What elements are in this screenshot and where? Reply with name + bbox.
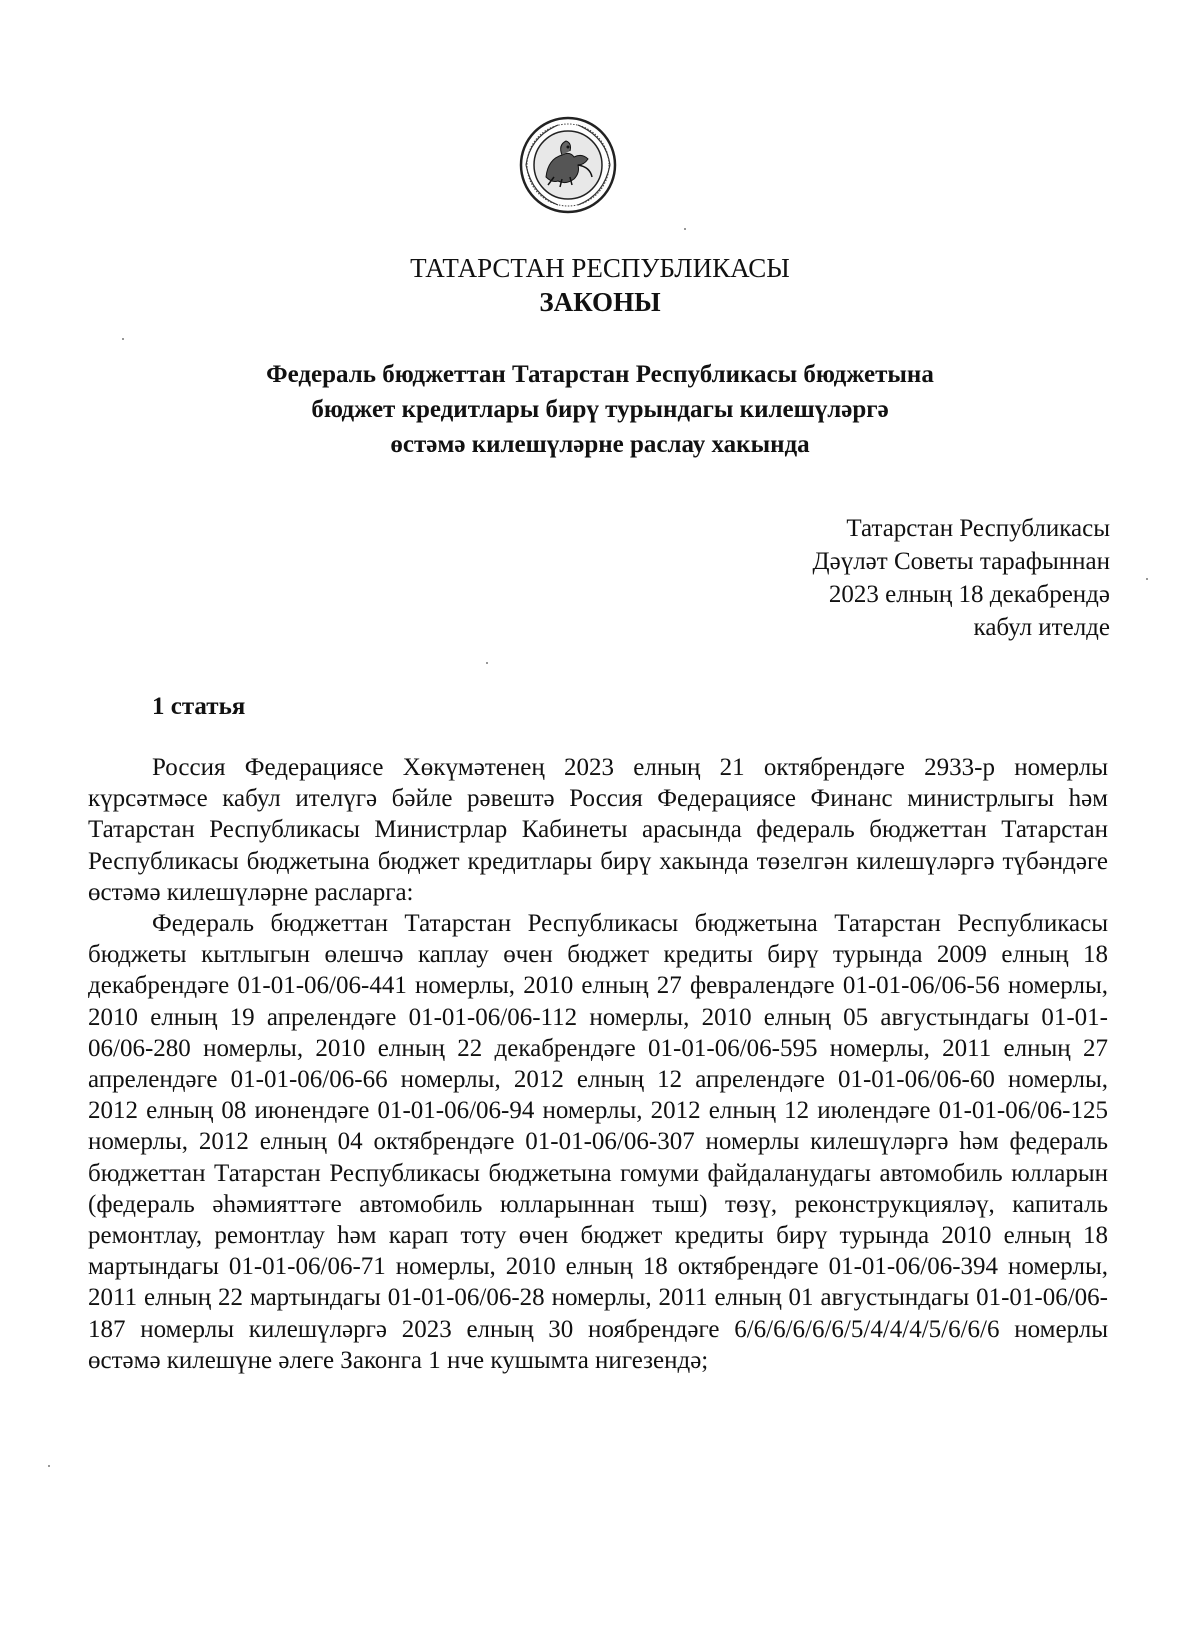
scan-speck [684, 228, 686, 230]
law-title-line: өстәмә килешүләрне раслау хакында [390, 431, 810, 458]
scan-speck [48, 1465, 50, 1467]
law-title-line: Федераль бюджеттан Татарстан Республикасы бюджетына [266, 361, 934, 388]
adoption-note-line: кабул ителде [973, 614, 1110, 641]
scan-speck [486, 662, 488, 664]
law-title [150, 357, 1050, 462]
adoption-note-line: Татарстан Республикасы [846, 515, 1110, 542]
adoption-note-line: Дәүләт Советы тарафыннан [812, 548, 1110, 575]
article-paragraph: Россия Федерациясе Хөкүмәтенең 2023 елның 21 октябрендәге 2933-р номерлы күрсәтмәсе кабул ителүгә бәйле рәвештә Россия Федерациясе Финанс министрлыгы һәм Татарстан Республикасы Министрлар Кабинеты арасында федераль бюджеттан Татарстан Республикасы бюджетына бюджет кредитлары бирү хакында төзелгән килешүләргә түбәндәге өстәмә килешүләрне расларга: [88, 754, 1108, 906]
scan-speck [1146, 578, 1148, 580]
scan-speck [122, 338, 124, 340]
law-title-line: бюджет кредитлары бирү турындагы килешүләргә [311, 396, 889, 423]
tatarstan-coat-of-arms-icon [518, 115, 618, 215]
adoption-note [813, 512, 1110, 644]
article-title: 1 статья [152, 693, 246, 720]
republic-heading: ТАТАРСТАН РЕСПУБЛИКАСЫ [410, 253, 790, 283]
article-paragraph: Федераль бюджеттан Татарстан Республикасы бюджетына Татарстан Республикасы бюджеты кытлыгын өлешчә каплау өчен бюджет кредиты бирү турында 2009 елның 18 декабрендәге 01-01-06/06-441 номерлы, 2010 елның 27 февралендәге 01-01-06/06-56 номерлы, 2010 елның 19 апрелендәге 01-01-06/06-112 номерлы, 2010 елның 05 августындагы 01-01-06/06-280 номерлы, 2010 елның 22 декабрендәге 01-01-06/06-595 номерлы, 2011 елның 27 апрелендәге 01-01-06/06-66 номерлы, 2012 елның 12 апрелендәге 01-01-06/06-60 номерлы, 2012 елның 08 июнендәге 01-01-06/06-94 номерлы, 2012 елның 12 июлендәге 01-01-06/06-125 номерлы, 2012 елның 04 октябрендәге 01-01-06/06-307 номерлы килешүләргә һәм федераль бюджеттан Татарстан Республикасы бюджетына гомуми файдаланудагы автомобиль юлларын (федераль әһәмияттәге автомобиль юлларыннан тыш) төзү, реконструкцияләү, капиталь ремонтлау, ремонтлау һәм карап тоту өчен бюджет кредиты бирү турында 2010 елның 18 мартындагы 01-01-06/06-71 номерлы, 2010 елның 18 октябрендәге 01-01-06/06-394 номерлы, 2011 елның 22 мартындагы 01-01-06/06-28 номерлы, 2011 елның 01 августындагы 01-01-06/06-187 номерлы килешүләргә 2023 елның 30 ноябрендәге 6/6/6/6/6/6/5/4/4/4/5/6/6/6 номерлы өстәмә килешүне әлеге Законга 1 нче кушымта нигезендә; [88, 910, 1108, 1374]
article-body [88, 752, 1108, 1376]
law-heading: ЗАКОНЫ [539, 287, 661, 317]
adoption-note-line: 2023 елның 18 декабрендә [828, 581, 1110, 608]
